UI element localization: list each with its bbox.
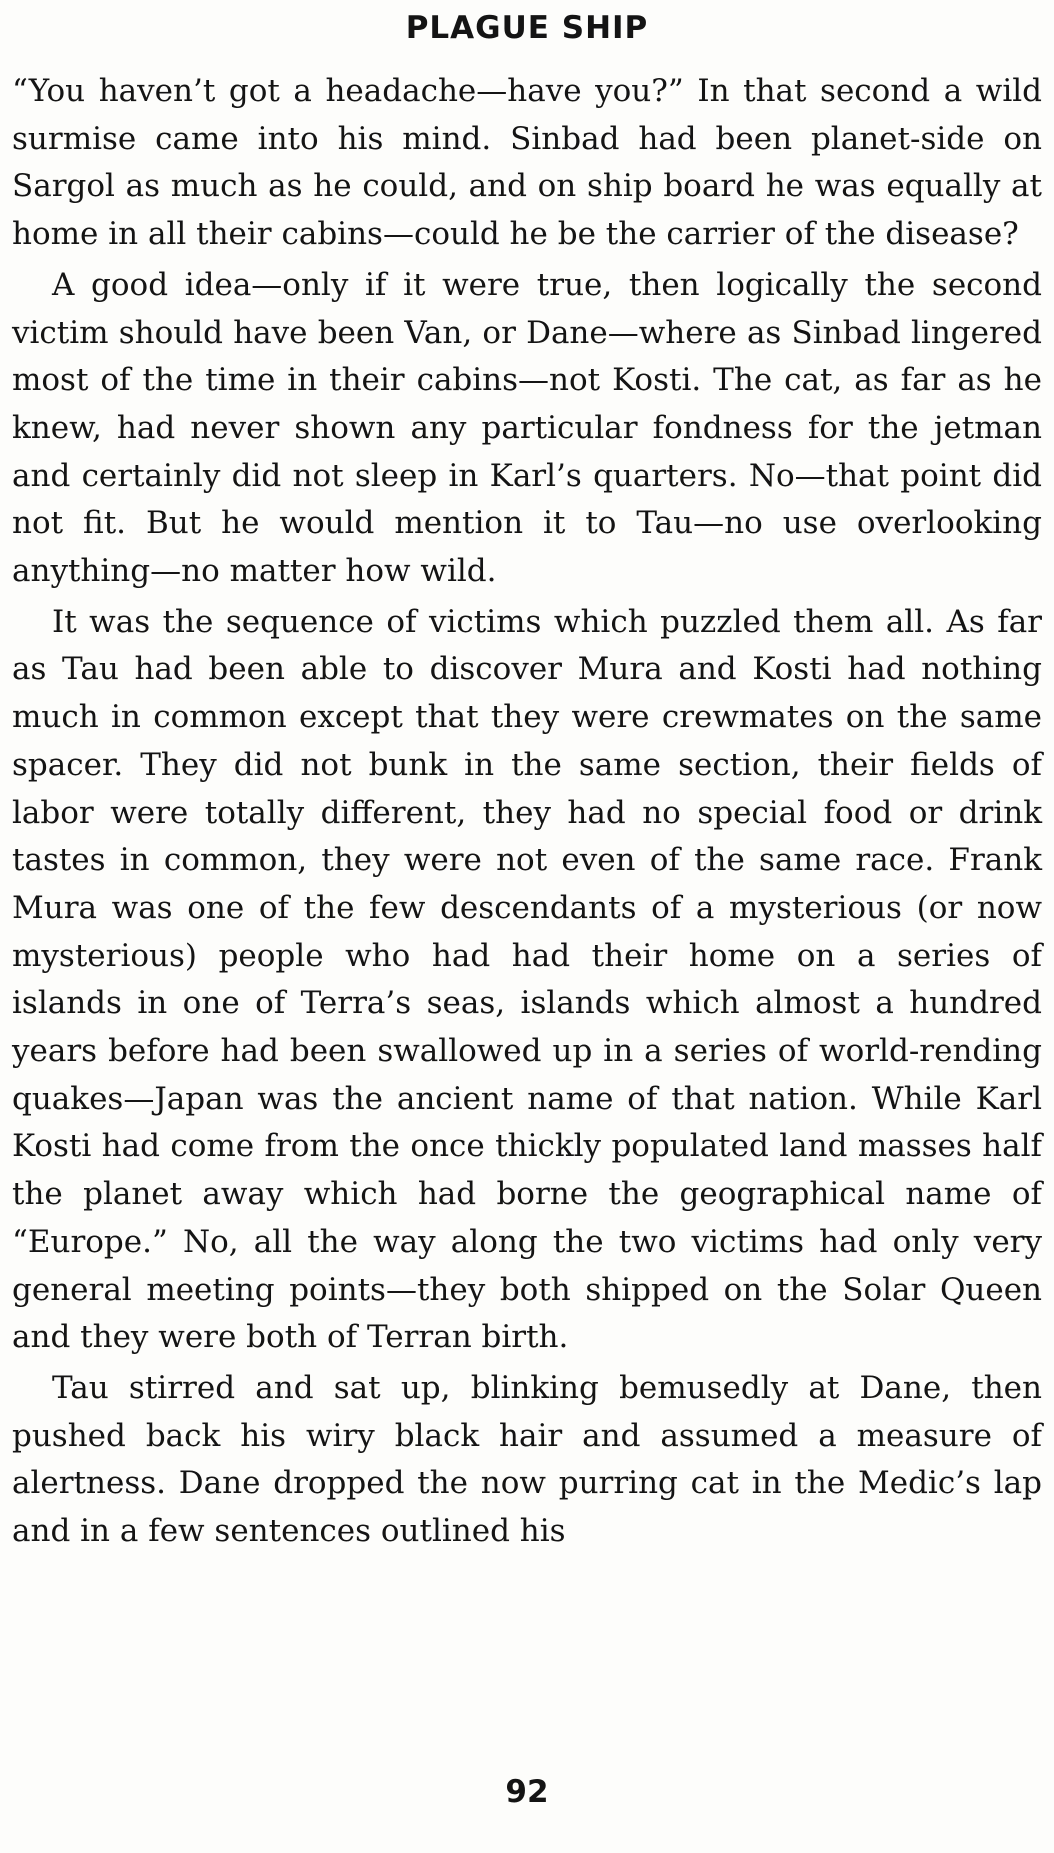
paragraph: “You haven’t got a headache—have you?” In that second a wild surmise came into his mind. Sinbad had been planet-side on Sargol as much as he could, and on ship board he was equally at home in all their cabins—could he be the carrier of the disease?	[12, 73, 1042, 253]
body-text	[12, 68, 1042, 1559]
paragraph: It was the sequence of victims which puzzled them all. As far as Tau had been able to discover Mura and Kosti had nothing much in common except that they were crewmates on the same spacer. They did not bunk in the same section, their fields of labor were totally different, they had no special food or drink tastes in common, they were not even of the same race. Frank Mura was one of the few descendants of a mysterious (or now mysterious) people who had had their home on a series of islands in one of Terra’s seas, islands which almost a hundred years before had been swallowed up in a series of world-rending quakes—Japan was the ancient name of that nation. While Karl Kosti had come from the once thickly populated land masses half the planet away which had borne the geographical name of “Europe.” No, all the way along the two victims had only very general meeting points—they both shipped on the Solar Queen and they were both of Terran birth.	[12, 603, 1042, 1356]
paragraph: Tau stirred and sat up, blinking bemusedly at Dane, then pushed back his wiry black hair and assumed a measure of alertness. Dane dropped the now purring cat in the Medic’s lap and in a few sentences outlined his	[12, 1369, 1042, 1550]
paragraph: A good idea—only if it were true, then logically the second victim should have been Van, or Dane—where as Sinbad lingered most of the time in their cabins—not Kosti. The cat, as far as he knew, had never shown any particular fondness for the jetman and certainly did not sleep in Karl’s quarters. No—that point did not fit. But he would mention it to Tau—no use overlooking anything—no matter how wild.	[12, 266, 1042, 590]
page-number: 92	[505, 1774, 549, 1810]
running-title: PLAGUE SHIP	[405, 10, 649, 46]
